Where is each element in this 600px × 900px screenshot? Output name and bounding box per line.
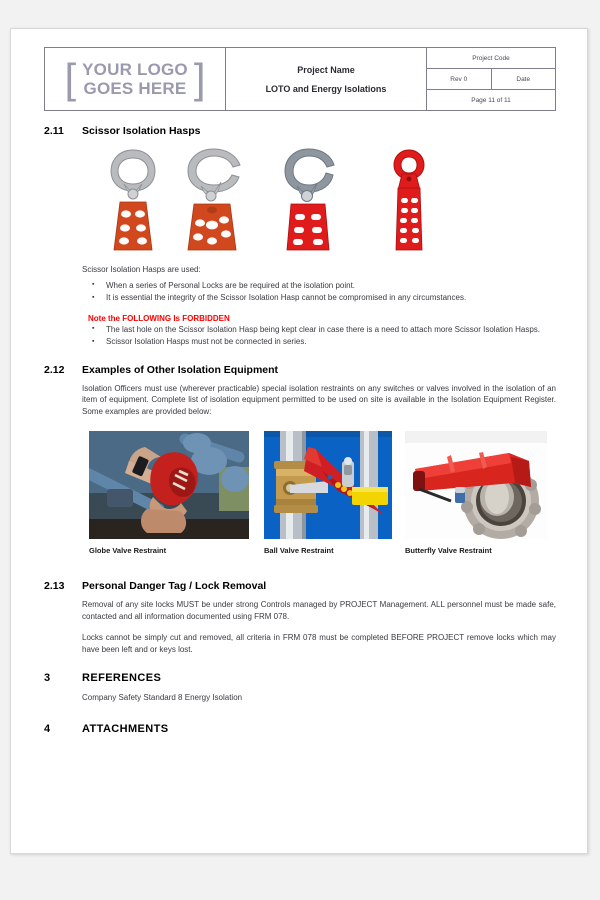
references-body: Company Safety Standard 8 Energy Isolation <box>82 693 243 702</box>
logo-cell <box>45 48 226 111</box>
red-slim-hasp-image <box>389 146 429 254</box>
heading-2-13 <box>44 580 556 592</box>
page-number: Page 11 of 11 <box>427 90 555 111</box>
heading-2-13-number: 2.13 <box>44 580 65 592</box>
document-header-table <box>44 47 556 111</box>
caption-butterfly-valve: Butterfly Valve Restraint <box>405 546 492 555</box>
hasp-graphic <box>276 146 342 254</box>
list-item: ▪ The last hole on the Scissor Isolation Hasp being kept clear in case there is a need to attach more Scissor Isolation Hasps. <box>44 324 556 336</box>
project-subtitle: LOTO and Energy Isolations <box>265 83 387 94</box>
heading-3-number: 3 <box>44 672 51 684</box>
heading-2-11-number: 2.11 <box>44 125 64 137</box>
logo-text <box>82 60 188 98</box>
logo-placeholder <box>45 48 225 110</box>
hasp-usage-lead: Scissor Isolation Hasps are used: <box>82 265 201 274</box>
scissor-hasp-image-row <box>44 144 556 254</box>
lock-removal-paragraph-2: Locks cannot be simply cut and removed, all criteria in FRM 078 must be completed BEFORE PROJECT remove locks which may have been left and or keys lost. <box>82 633 556 654</box>
orange-scissor-hasp-closed-image <box>102 146 164 254</box>
heading-2-11 <box>44 125 556 137</box>
hasp-graphic <box>102 146 164 254</box>
list-item: ▪ It is essential the integrity of the Scissor Isolation Hasp cannot be compromised in any circumstances. <box>44 292 556 304</box>
heading-2-12 <box>44 364 556 376</box>
globe-valve-restraint-photo <box>89 431 249 539</box>
heading-3-title: REFERENCES <box>82 672 162 684</box>
bracket-right-icon: ] <box>193 55 206 103</box>
photo-graphic <box>405 431 547 539</box>
isolation-equipment-paragraph: Isolation Officers must use (wherever practicable) special isolation restraints on any switches or valves involved in the isolation of an item of equipment. Complete list of isolation equipment permitted to be used on site is available in the Isolation Equipment Register. Some examples are provided below: <box>82 383 556 416</box>
heading-2-13-title: Personal Danger Tag / Lock Removal <box>82 580 267 592</box>
caption-ball-valve: Ball Valve Restraint <box>264 546 334 555</box>
heading-4 <box>44 723 556 735</box>
lock-removal-paragraph-1: Removal of any site locks MUST be under strong Controls managed by PROJECT Management. ALL personnel must be made safe, contacted and all information documented using FRM 078. <box>82 600 556 621</box>
logo-line-2: GOES HERE <box>83 79 187 98</box>
heading-2-12-title: Examples of Other Isolation Equipment <box>82 363 279 376</box>
project-code: Project Code <box>427 48 555 69</box>
photo-graphic <box>89 431 249 539</box>
heading-4-title: ATTACHMENTS <box>82 722 169 735</box>
heading-3 <box>44 672 556 684</box>
page-content <box>44 47 556 735</box>
forbidden-note: Note the FOLLOWING Is FORBIDDEN <box>88 313 230 323</box>
photo-graphic <box>264 431 392 539</box>
caption-globe-valve: Globe Valve Restraint <box>89 546 167 555</box>
forbidden-bullets <box>44 324 556 348</box>
hasp-usage-bullets <box>44 280 556 304</box>
valve-restraint-photo-row <box>89 431 556 539</box>
hasp-graphic <box>174 146 250 254</box>
bracket-left-icon: [ <box>64 55 77 103</box>
revision: Rev 0 <box>427 69 491 90</box>
project-cell <box>226 48 427 111</box>
heading-4-number: 4 <box>44 722 51 735</box>
document-meta-table <box>427 48 555 110</box>
hasp-graphic <box>389 146 429 254</box>
document-meta-cell <box>427 48 556 111</box>
heading-2-12-number: 2.12 <box>44 363 65 376</box>
project-name: Project Name <box>297 64 355 75</box>
list-item: ▪ When a series of Personal Locks are be required at the isolation point. <box>44 280 556 292</box>
butterfly-valve-restraint-photo <box>405 431 547 539</box>
document-page <box>10 28 588 854</box>
ball-valve-restraint-photo <box>264 431 392 539</box>
list-item: ▪ Scissor Isolation Hasps must not be connected in series. <box>44 336 556 348</box>
heading-2-11-title: Scissor Isolation Hasps <box>82 125 201 137</box>
valve-caption-row <box>89 546 556 562</box>
red-scissor-hasp-open-image <box>276 146 342 254</box>
orange-scissor-hasp-open-image <box>174 146 250 254</box>
date: Date <box>491 69 555 90</box>
logo-line-1: YOUR LOGO <box>82 60 188 79</box>
